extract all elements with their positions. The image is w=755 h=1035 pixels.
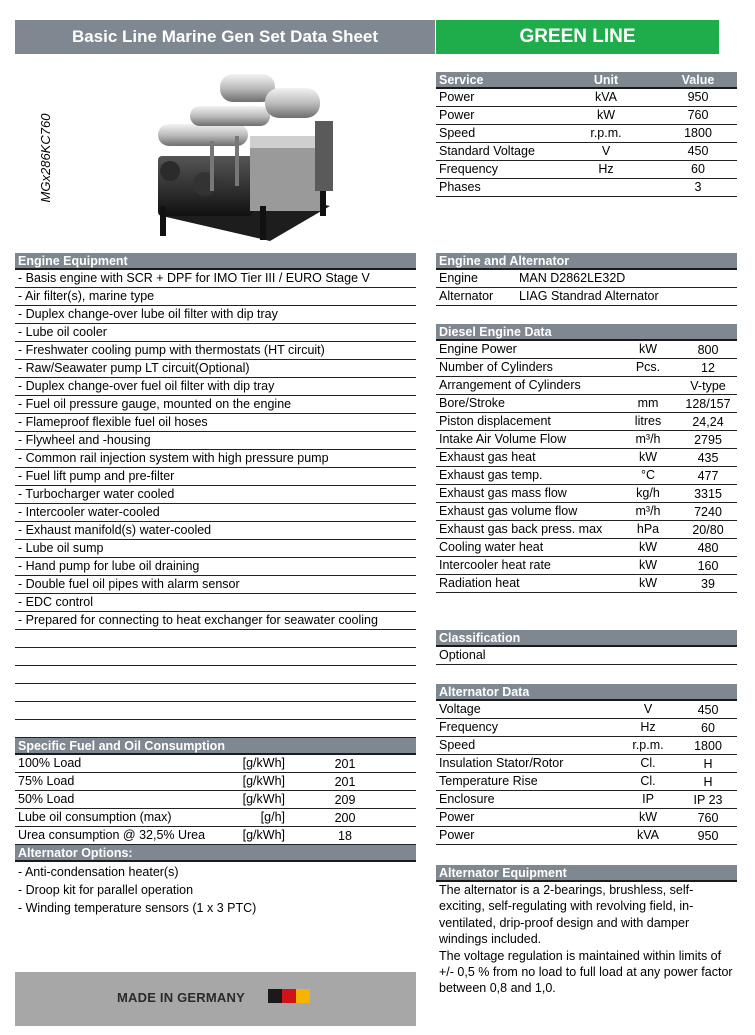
blank-line xyxy=(15,684,416,702)
diesel-unit: m³/h xyxy=(635,504,661,518)
fuel-value: 209 xyxy=(334,793,356,807)
alternator-data-section xyxy=(436,684,737,845)
engine-alternator-row xyxy=(436,288,737,306)
engine-equipment-item: - Basis engine with SCR + DPF for IMO Tier III / EURO Stage V xyxy=(15,270,416,288)
alternator-label: Power xyxy=(439,828,475,842)
alternator-unit: Cl. xyxy=(640,774,656,788)
engine-equipment-item: - Air filter(s), marine type xyxy=(15,288,416,306)
flag-stripe-black xyxy=(268,989,282,1003)
diesel-unit: kW xyxy=(638,342,658,356)
diesel-engine-row xyxy=(436,539,737,557)
service-table xyxy=(436,72,737,197)
diesel-label: Cooling water heat xyxy=(439,540,544,554)
engine-alternator-title: Engine and Alternator xyxy=(436,253,737,270)
diesel-engine-row xyxy=(436,341,737,359)
engine-equipment-item: - Freshwater cooling pump with thermostats (HT circuit) xyxy=(15,342,416,360)
fuel-value: 18 xyxy=(338,829,352,843)
fuel-consumption-row xyxy=(15,809,416,827)
genset-image xyxy=(150,66,335,244)
engine-equipment-item: - Flywheel and -housing xyxy=(15,432,416,450)
fuel-unit: [g/kWh] xyxy=(242,774,285,788)
alternator-unit: kW xyxy=(638,810,658,824)
diesel-engine-row xyxy=(436,449,737,467)
service-label: Speed xyxy=(439,126,476,140)
diesel-unit: kW xyxy=(638,576,658,590)
alternator-data-row xyxy=(436,827,737,845)
alternator-option-item: - Droop kit for parallel operation xyxy=(18,883,194,897)
diesel-value: 435 xyxy=(697,451,719,465)
diesel-engine-section xyxy=(436,324,737,593)
service-row xyxy=(436,161,737,179)
diesel-engine-row xyxy=(436,557,737,575)
fuel-value: 201 xyxy=(334,775,356,789)
alternator-equipment-section xyxy=(436,865,737,997)
engine-equipment-item: - Exhaust manifold(s) water-cooled xyxy=(15,522,416,540)
product-line-title: GREEN LINE xyxy=(436,20,719,54)
engine-equipment-item: - Fuel lift pump and pre-filter xyxy=(15,468,416,486)
engine-alternator-row xyxy=(436,270,737,288)
alternator-data-title: Alternator Data xyxy=(436,684,737,701)
made-in-germany-label: MADE IN GERMANY xyxy=(117,990,245,1005)
service-unit: V xyxy=(601,144,611,158)
service-unit: kVA xyxy=(595,90,617,104)
alternator-data-row xyxy=(436,773,737,791)
diesel-unit: kW xyxy=(638,558,658,572)
diesel-engine-row xyxy=(436,413,737,431)
diesel-value: 12 xyxy=(701,361,715,375)
alternator-data-row xyxy=(436,719,737,737)
engine-equipment-item: - Duplex change-over lube oil filter with dip tray xyxy=(15,306,416,324)
alternator-data-row xyxy=(436,809,737,827)
engine-equipment-section xyxy=(15,253,416,738)
diesel-label: Engine Power xyxy=(439,342,517,356)
alternator-label: Speed xyxy=(439,738,476,752)
fuel-label: 100% Load xyxy=(18,756,82,770)
alternator-value: H xyxy=(703,757,713,771)
diesel-engine-row xyxy=(436,503,737,521)
diesel-label: Intake Air Volume Flow xyxy=(439,432,567,446)
diesel-engine-row xyxy=(436,395,737,413)
diesel-engine-title: Diesel Engine Data xyxy=(436,324,737,341)
service-row xyxy=(436,125,737,143)
alternator-unit: IP xyxy=(642,792,654,806)
diesel-label: Exhaust gas temp. xyxy=(439,468,543,482)
engine-equipment-item: - Lube oil cooler xyxy=(15,324,416,342)
service-table-header xyxy=(436,72,737,89)
alternator-label: Frequency xyxy=(439,720,499,734)
alternator-unit: Cl. xyxy=(640,756,656,770)
engine-alternator-value: LIAG Standrad Alternator xyxy=(519,289,659,303)
alternator-value: H xyxy=(703,775,713,789)
engine-alternator-value: MAN D2862LE32D xyxy=(519,271,626,285)
alternator-value: IP 23 xyxy=(693,793,723,807)
alternator-equipment-title: Alternator Equipment xyxy=(436,865,737,882)
diesel-engine-row xyxy=(436,521,737,539)
engine-equipment-item: - EDC control xyxy=(15,594,416,612)
fuel-unit: [g/kWh] xyxy=(242,828,285,842)
engine-alternator-section xyxy=(436,253,737,306)
service-header-value: Value xyxy=(681,73,715,87)
service-unit: r.p.m. xyxy=(590,126,622,140)
classification-section xyxy=(436,630,737,665)
flag-stripe-gold xyxy=(296,989,310,1003)
diesel-unit: m³/h xyxy=(635,432,661,446)
fuel-consumption-title: Specific Fuel and Oil Consumption xyxy=(15,738,416,755)
diesel-value: 160 xyxy=(697,559,719,573)
diesel-unit: kW xyxy=(638,450,658,464)
alternator-value: 950 xyxy=(697,829,719,843)
engine-equipment-item: - Lube oil sump xyxy=(15,540,416,558)
diesel-value: 24,24 xyxy=(692,415,724,429)
alternator-label: Voltage xyxy=(439,702,481,716)
engine-equipment-item: - Hand pump for lube oil draining xyxy=(15,558,416,576)
service-row xyxy=(436,107,737,125)
flag-stripe-red xyxy=(282,989,296,1003)
diesel-unit: litres xyxy=(634,414,662,428)
service-header-label: Service xyxy=(439,73,484,87)
alternator-label: Insulation Stator/Rotor xyxy=(439,756,564,770)
diesel-value: V-type xyxy=(690,379,726,393)
blank-line xyxy=(15,702,416,720)
service-value: 1800 xyxy=(684,126,712,140)
diesel-engine-row xyxy=(436,467,737,485)
diesel-value: 39 xyxy=(701,577,715,591)
fuel-consumption-row xyxy=(15,773,416,791)
service-value: 450 xyxy=(687,144,709,158)
service-value: 3 xyxy=(694,180,702,194)
fuel-label: Urea consumption @ 32,5% Urea xyxy=(18,828,206,842)
page-title: Basic Line Marine Gen Set Data Sheet xyxy=(15,20,435,54)
diesel-unit: °C xyxy=(640,468,656,482)
diesel-label: Piston displacement xyxy=(439,414,551,428)
alternator-value: 1800 xyxy=(694,739,722,753)
fuel-consumption-row xyxy=(15,791,416,809)
diesel-label: Radiation heat xyxy=(439,576,520,590)
diesel-value: 480 xyxy=(697,541,719,555)
blank-line xyxy=(15,648,416,666)
alternator-label: Temperature Rise xyxy=(439,774,538,788)
service-label: Power xyxy=(439,90,475,104)
blank-line xyxy=(15,630,416,648)
fuel-consumption-row xyxy=(15,827,416,845)
diesel-engine-row xyxy=(436,377,737,395)
alternator-label: Power xyxy=(439,810,475,824)
diesel-label: Exhaust gas mass flow xyxy=(439,486,567,500)
alternator-data-row xyxy=(436,791,737,809)
diesel-label: Exhaust gas volume flow xyxy=(439,504,578,518)
diesel-label: Number of Cylinders xyxy=(439,360,553,374)
service-value: 60 xyxy=(691,162,705,176)
engine-equipment-item: - Turbocharger water cooled xyxy=(15,486,416,504)
alternator-equipment-paragraph: The alternator is a 2-bearings, brushless, self-exciting, self-regulating with revolving field, in-ventilated, drip-proof design and with damper windings included. xyxy=(439,883,694,947)
diesel-unit: kW xyxy=(638,540,658,554)
diesel-engine-row xyxy=(436,575,737,593)
fuel-unit: [g/kWh] xyxy=(242,792,285,806)
alternator-data-row xyxy=(436,701,737,719)
fuel-label: 75% Load xyxy=(18,774,75,788)
model-code: MGx286KC760 xyxy=(38,113,53,203)
diesel-value: 3315 xyxy=(694,487,722,501)
alternator-value: 760 xyxy=(697,811,719,825)
engine-equipment-item: - Raw/Seawater pump LT circuit(Optional) xyxy=(15,360,416,378)
diesel-value: 7240 xyxy=(694,505,722,519)
engine-alternator-label: Engine xyxy=(439,271,478,285)
alternator-unit: V xyxy=(643,702,653,716)
alternator-unit: r.p.m. xyxy=(632,738,664,752)
alternator-value: 60 xyxy=(701,721,715,735)
classification-value: Optional xyxy=(436,647,737,665)
alternator-option-item: - Anti-condensation heater(s) xyxy=(18,865,179,879)
alternator-value: 450 xyxy=(697,703,719,717)
service-row xyxy=(436,89,737,107)
alternator-options-title: Alternator Options: xyxy=(15,845,416,862)
engine-equipment-item: - Flameproof flexible fuel oil hoses xyxy=(15,414,416,432)
diesel-unit: mm xyxy=(637,396,659,410)
alternator-data-row xyxy=(436,737,737,755)
service-label: Phases xyxy=(439,180,481,194)
diesel-value: 128/157 xyxy=(685,397,731,411)
fuel-value: 200 xyxy=(334,811,356,825)
diesel-engine-row xyxy=(436,485,737,503)
alternator-equipment-paragraph: The voltage regulation is maintained within limits of +/- 0,5 % from no load to full load at any power factor between 0,8 and 1,0. xyxy=(439,948,733,996)
diesel-value: 477 xyxy=(697,469,719,483)
engine-alternator-label: Alternator xyxy=(439,289,494,303)
fuel-unit: [g/h] xyxy=(260,810,285,824)
service-unit: kW xyxy=(596,108,616,122)
diesel-value: 800 xyxy=(697,343,719,357)
classification-title: Classification xyxy=(436,630,737,647)
diesel-value: 2795 xyxy=(694,433,722,447)
diesel-unit: kg/h xyxy=(636,486,660,500)
diesel-label: Exhaust gas heat xyxy=(439,450,536,464)
service-row xyxy=(436,179,737,197)
service-value: 760 xyxy=(687,108,709,122)
diesel-label: Arrangement of Cylinders xyxy=(439,378,581,392)
service-header-unit: Unit xyxy=(593,73,619,87)
engine-equipment-item: - Intercooler water-cooled xyxy=(15,504,416,522)
fuel-consumption-section xyxy=(15,738,416,918)
alternator-data-row xyxy=(436,755,737,773)
service-unit: Hz xyxy=(598,162,614,176)
alternator-unit: Hz xyxy=(640,720,656,734)
diesel-engine-row xyxy=(436,359,737,377)
fuel-value: 201 xyxy=(334,757,356,771)
diesel-label: Bore/Stroke xyxy=(439,396,506,410)
service-row xyxy=(436,143,737,161)
made-in-germany-badge xyxy=(15,972,416,1026)
engine-equipment-item: - Duplex change-over fuel oil filter with dip tray xyxy=(15,378,416,396)
service-label: Standard Voltage xyxy=(439,144,535,158)
blank-line xyxy=(15,720,416,738)
fuel-label: 50% Load xyxy=(18,792,75,806)
diesel-engine-row xyxy=(436,431,737,449)
fuel-unit: [g/kWh] xyxy=(242,756,285,770)
engine-equipment-item: - Common rail injection system with high pressure pump xyxy=(15,450,416,468)
diesel-label: Exhaust gas back press. max xyxy=(439,522,603,536)
service-label: Frequency xyxy=(439,162,499,176)
alternator-label: Enclosure xyxy=(439,792,495,806)
diesel-label: Intercooler heat rate xyxy=(439,558,551,572)
engine-equipment-title: Engine Equipment xyxy=(15,253,416,270)
fuel-consumption-row xyxy=(15,755,416,773)
fuel-label: Lube oil consumption (max) xyxy=(18,810,172,824)
diesel-unit: hPa xyxy=(636,522,660,536)
alternator-unit: kVA xyxy=(637,828,659,842)
diesel-unit: Pcs. xyxy=(635,360,661,374)
alternator-option-item: - Winding temperature sensors (1 x 3 PTC) xyxy=(18,901,257,915)
engine-equipment-item: - Prepared for connecting to heat exchanger for seawater cooling xyxy=(15,612,416,630)
service-label: Power xyxy=(439,108,475,122)
engine-equipment-item: - Fuel oil pressure gauge, mounted on the engine xyxy=(15,396,416,414)
engine-equipment-item: - Double fuel oil pipes with alarm sensor xyxy=(15,576,416,594)
diesel-value: 20/80 xyxy=(692,523,724,537)
service-value: 950 xyxy=(687,90,709,104)
blank-line xyxy=(15,666,416,684)
